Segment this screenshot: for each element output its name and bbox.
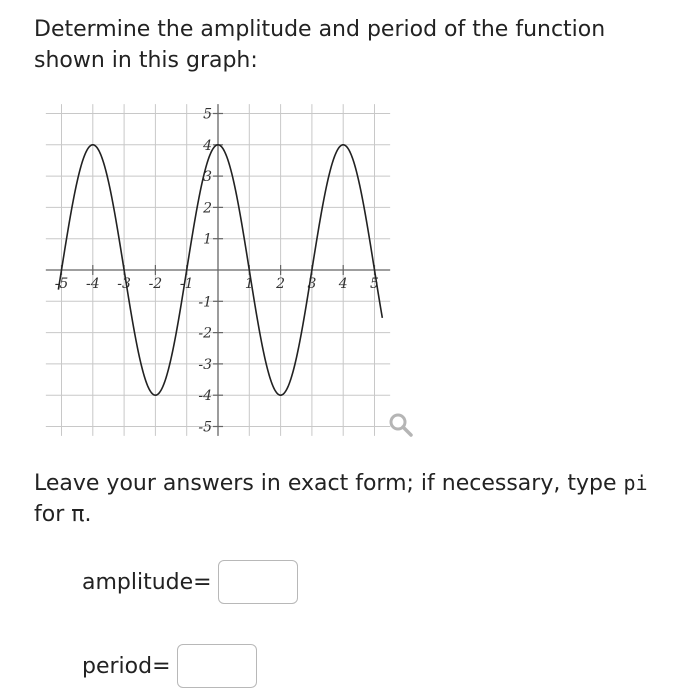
tick-labels [55, 107, 379, 436]
y-tick-label: -4 [198, 388, 212, 405]
y-tick-label: 1 [203, 231, 212, 248]
axes [46, 104, 390, 436]
x-tick-label: 5 [370, 276, 379, 292]
y-tick-label: 4 [203, 137, 212, 154]
y-tick-label: 2 [203, 200, 212, 217]
amplitude-input[interactable] [218, 560, 298, 604]
x-tick-label: -5 [54, 276, 69, 292]
x-tick-label: 1 [244, 276, 254, 292]
magnifier-icon[interactable] [386, 410, 416, 440]
amplitude-label: amplitude= [82, 569, 212, 595]
x-tick-label: -3 [117, 276, 131, 292]
period-input[interactable] [177, 644, 257, 688]
x-tick-label: -1 [179, 276, 194, 292]
graph-canvas [54, 102, 416, 440]
period-row [82, 644, 257, 688]
y-tick-label: -2 [198, 325, 212, 342]
y-tick-label: 5 [203, 106, 212, 123]
y-tick-label: 3 [203, 169, 212, 186]
y-tick-label: -3 [198, 356, 212, 373]
period-label: period= [82, 653, 171, 679]
y-tick-label: -1 [198, 294, 212, 311]
x-tick-label: -4 [85, 276, 100, 292]
instructions-text [34, 468, 674, 530]
x-tick-label: 3 [307, 276, 317, 292]
question-text: Determine the amplitude and period of the function shown in this graph: [34, 17, 606, 73]
instructions-code: pi [623, 471, 648, 495]
x-tick-label: -2 [148, 276, 163, 292]
instructions-tail: for π. [34, 502, 92, 527]
instructions-lead: Leave your answers in exact form; if necessary, type [34, 471, 624, 496]
x-tick-label: 4 [338, 276, 348, 292]
function-graph [54, 102, 416, 440]
y-tick-label: -5 [198, 419, 212, 436]
amplitude-row [82, 560, 298, 604]
x-tick-label: 2 [276, 276, 286, 292]
